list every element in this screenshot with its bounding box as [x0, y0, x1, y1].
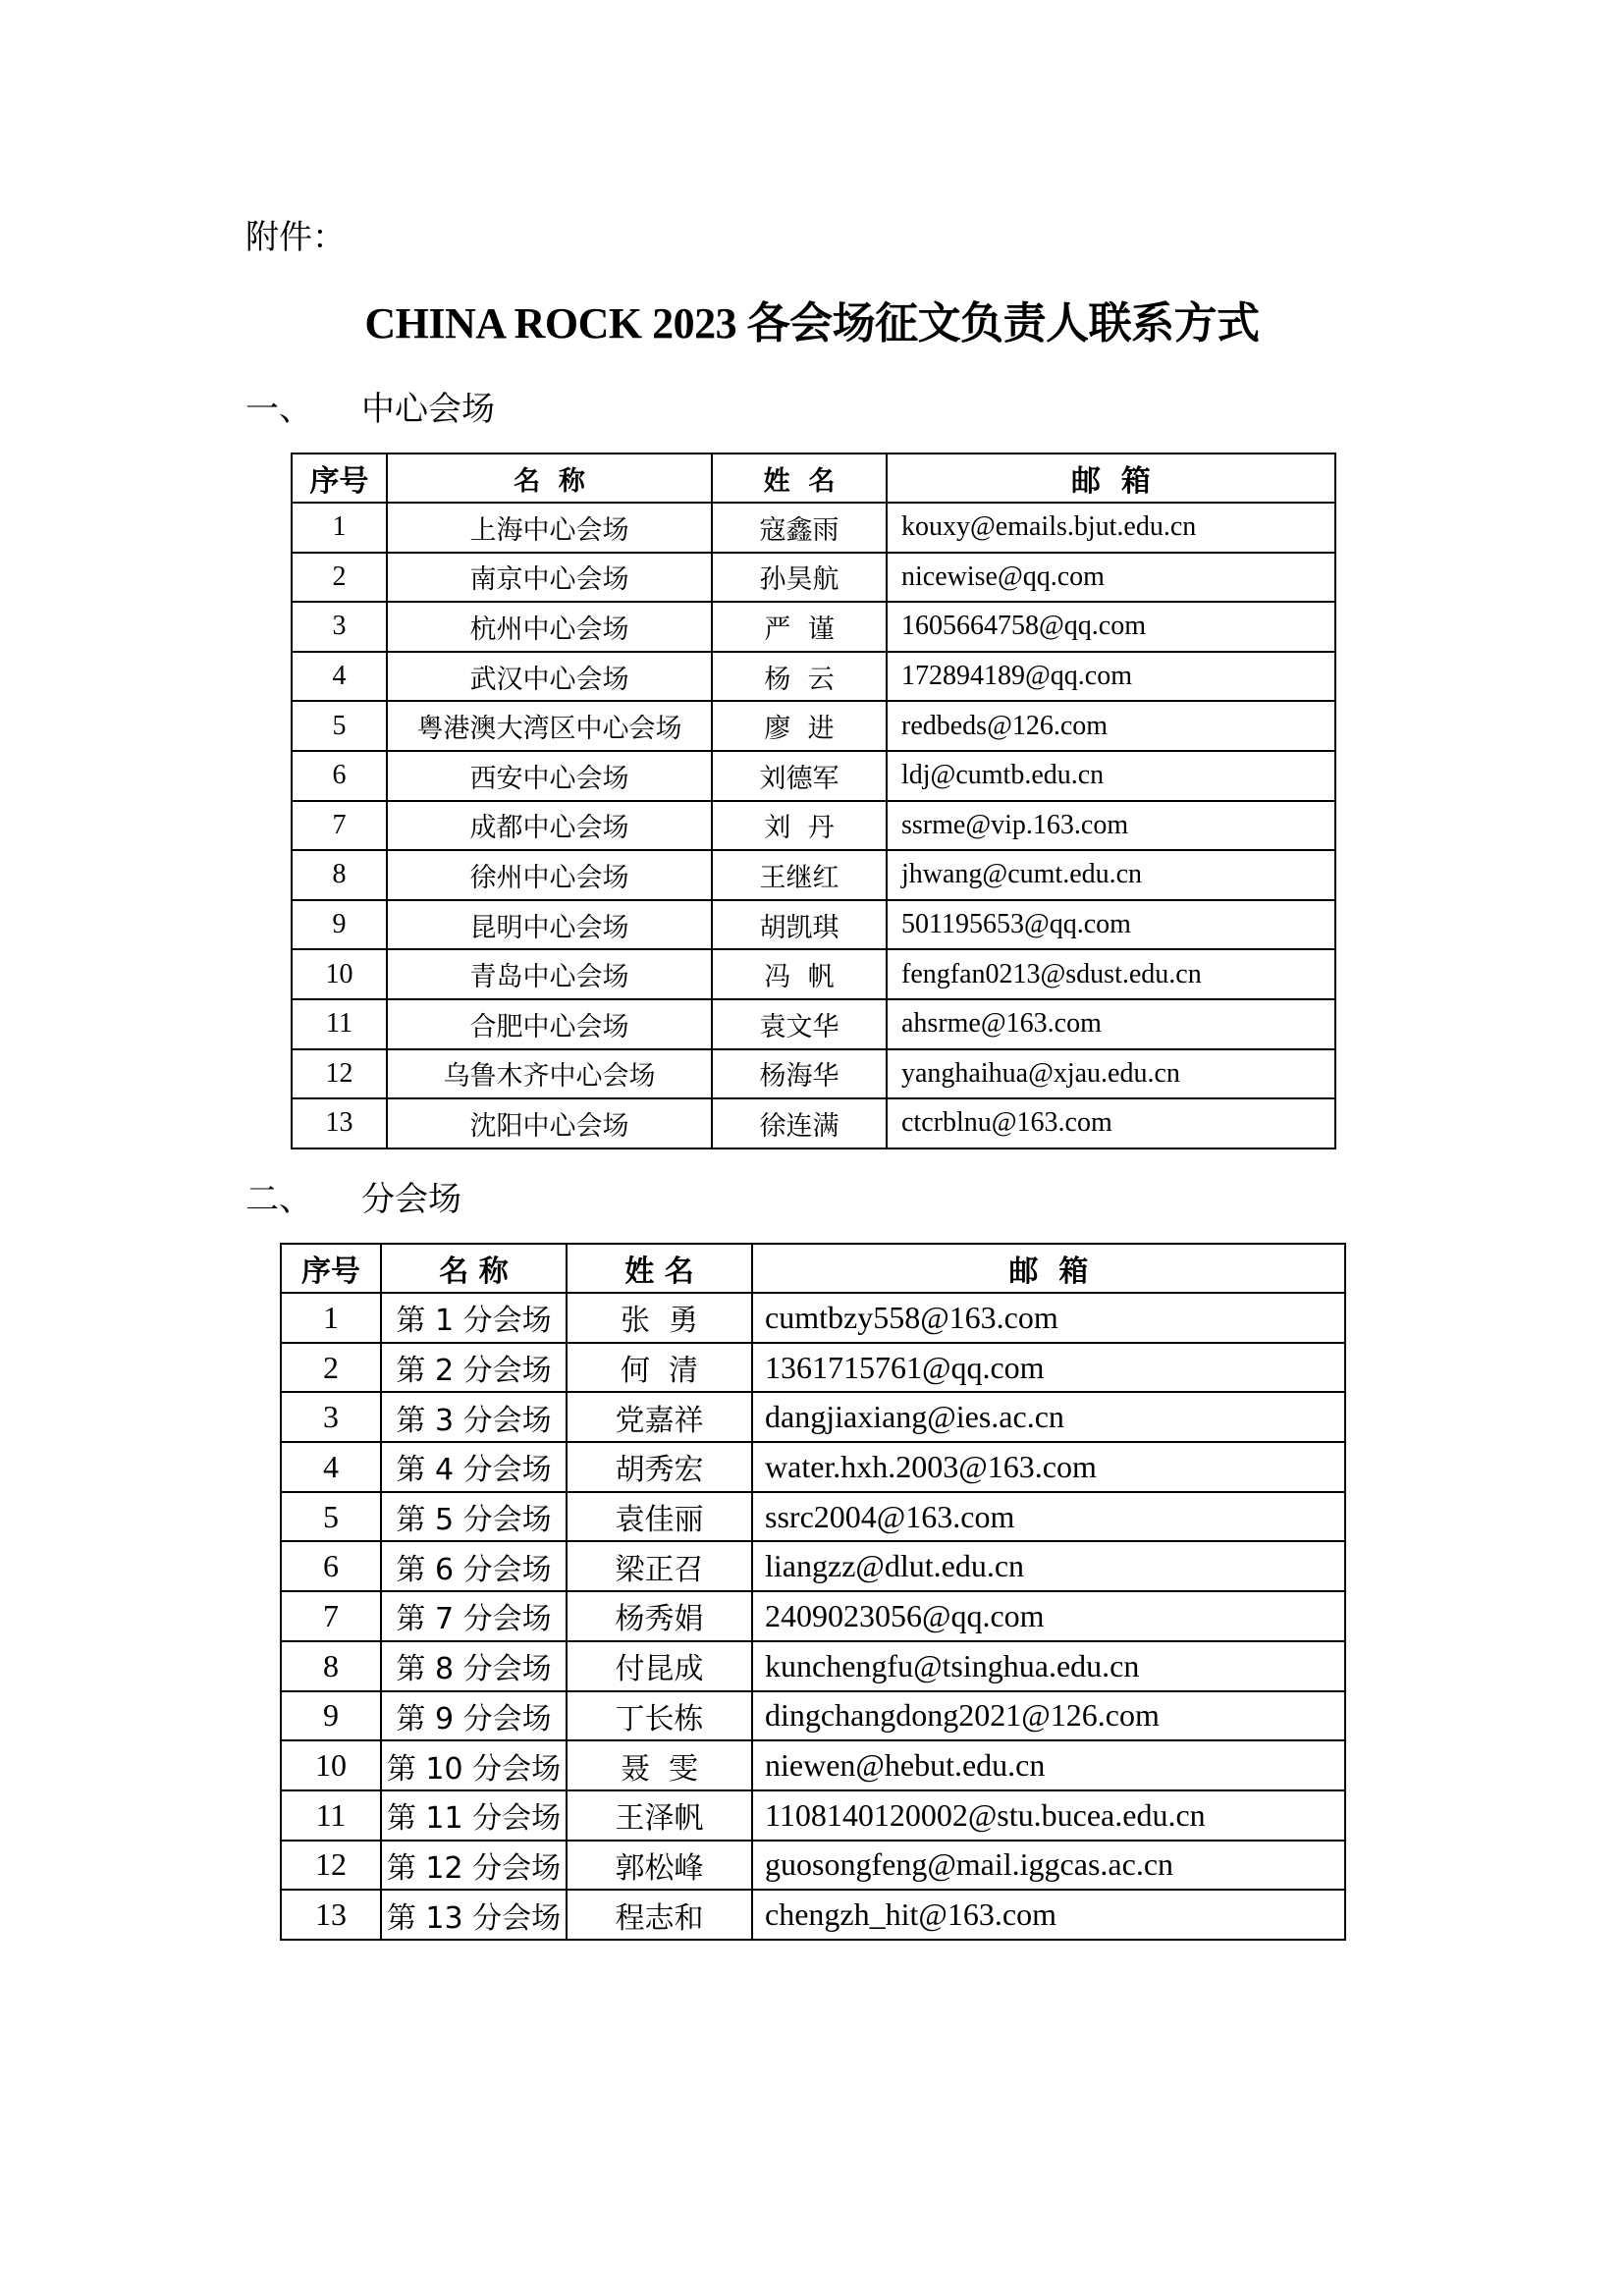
cell-contact-person-text: 胡秀宏 — [615, 1453, 704, 1488]
cell-email — [752, 1343, 1345, 1393]
table-row — [281, 1841, 1345, 1891]
table-row — [281, 1591, 1345, 1641]
cell-contact-person-text: 付昆成 — [615, 1652, 704, 1687]
cell-contact-person — [712, 801, 887, 851]
cell-venue-name — [381, 1541, 567, 1591]
table-row — [292, 850, 1335, 900]
email-link[interactable]: 1361715761@qq.com — [765, 1349, 1045, 1385]
cell-email — [752, 1293, 1345, 1343]
cell-email — [887, 701, 1335, 751]
cell-email — [887, 1049, 1335, 1099]
cell-venue-name — [387, 1098, 712, 1148]
email-link[interactable]: cumtbzy558@163.com — [765, 1299, 1058, 1335]
cell-venue-name — [381, 1740, 567, 1790]
table-row — [281, 1890, 1345, 1940]
column-header-person — [567, 1244, 752, 1293]
cell-contact-person-text: 梁正召 — [615, 1552, 704, 1587]
cell-email — [752, 1890, 1345, 1940]
cell-number — [281, 1442, 381, 1492]
cell-email — [887, 900, 1335, 950]
cell-venue-name-text: 第 9 分会场 — [396, 1701, 552, 1736]
email-link[interactable]: jhwang@cumt.edu.cn — [901, 859, 1143, 890]
cell-contact-person — [712, 999, 887, 1049]
cell-contact-person — [712, 602, 887, 652]
cell-contact-person — [567, 1790, 752, 1841]
cell-number — [281, 1841, 381, 1891]
cell-email — [752, 1591, 1345, 1641]
cell-venue-name — [387, 652, 712, 702]
cell-venue-name — [381, 1591, 567, 1641]
central-venues-table — [291, 453, 1336, 1149]
cell-number — [281, 1641, 381, 1691]
cell-contact-person — [567, 1641, 752, 1691]
attachment-label: 附件： — [245, 218, 346, 257]
table-row — [281, 1691, 1345, 1741]
cell-number — [281, 1392, 381, 1442]
email-link[interactable]: liangzz@dlut.edu.cn — [765, 1548, 1025, 1584]
cell-contact-person-text: 冯 帆 — [764, 962, 835, 993]
cell-email — [887, 999, 1335, 1049]
column-header-email — [887, 454, 1335, 503]
cell-contact-person — [712, 751, 887, 801]
cell-venue-name — [387, 602, 712, 652]
cell-contact-person-text: 胡凯琪 — [759, 912, 839, 943]
email-link[interactable]: ctcrblnu@163.com — [901, 1107, 1112, 1139]
email-link[interactable]: chengzh_hit@163.com — [765, 1896, 1056, 1933]
cell-contact-person-text: 杨秀娟 — [615, 1602, 704, 1637]
cell-contact-person — [567, 1293, 752, 1343]
document-title: CHINA ROCK 2023 各会场征文负责人联系方式 — [364, 299, 1260, 347]
cell-email — [752, 1841, 1345, 1891]
cell-number — [281, 1591, 381, 1641]
email-link[interactable]: fengfan0213@sdust.edu.cn — [901, 958, 1202, 989]
cell-contact-person — [567, 1442, 752, 1492]
cell-number-text: 2 — [323, 1349, 339, 1385]
cell-number — [281, 1790, 381, 1841]
cell-venue-name — [387, 949, 712, 999]
table-row — [292, 900, 1335, 950]
cell-venue-name — [381, 1343, 567, 1393]
cell-contact-person-text: 郭松峰 — [615, 1850, 704, 1886]
column-header-name — [381, 1244, 567, 1293]
cell-contact-person — [712, 1049, 887, 1099]
section-title: 中心会场 — [361, 390, 495, 429]
table-row — [292, 949, 1335, 999]
cell-number — [292, 900, 387, 950]
column-header-number: 序号 — [292, 454, 387, 503]
cell-venue-name-text: 第 8 分会场 — [396, 1652, 552, 1687]
cell-venue-name — [381, 1691, 567, 1741]
email-link[interactable]: nicewise@qq.com — [901, 561, 1105, 592]
section-number: 二、 — [245, 1180, 312, 1219]
table-row — [281, 1293, 1345, 1343]
cell-contact-person-text: 孙昊航 — [759, 564, 839, 596]
cell-number — [281, 1691, 381, 1741]
cell-venue-name-text: 第 3 分会场 — [396, 1403, 552, 1438]
table-row — [292, 1049, 1335, 1099]
table-row — [292, 1098, 1335, 1148]
cell-email — [752, 1541, 1345, 1591]
cell-venue-name-text: 第 4 分会场 — [396, 1453, 552, 1488]
table-row — [281, 1641, 1345, 1691]
column-header-name-text: 名 称 — [439, 1255, 509, 1289]
cell-number-text: 3 — [323, 1399, 339, 1435]
cell-contact-person-text: 刘德军 — [759, 763, 839, 794]
cell-venue-name — [387, 801, 712, 851]
email-link[interactable]: yanghaihua@xjau.edu.cn — [901, 1057, 1180, 1089]
cell-venue-name — [387, 900, 712, 950]
cell-number-text: 7 — [323, 1597, 339, 1633]
cell-venue-name-text: 昆明中心会场 — [469, 912, 629, 943]
cell-venue-name — [387, 1049, 712, 1099]
cell-number — [281, 1541, 381, 1591]
cell-venue-name-text: 沈阳中心会场 — [469, 1110, 629, 1142]
email-link[interactable]: niewen@hebut.edu.cn — [765, 1747, 1046, 1784]
cell-venue-name-text: 第 7 分会场 — [396, 1602, 552, 1637]
cell-number-text: 6 — [332, 760, 347, 791]
table-body — [281, 1293, 1345, 1940]
email-link[interactable]: kouxy@emails.bjut.edu.cn — [901, 511, 1197, 543]
cell-email — [752, 1691, 1345, 1741]
table-row — [292, 999, 1335, 1049]
cell-email — [752, 1790, 1345, 1841]
cell-contact-person — [567, 1890, 752, 1940]
cell-number-text: 11 — [315, 1796, 347, 1833]
cell-contact-person-text: 党嘉祥 — [615, 1403, 704, 1438]
cell-venue-name — [387, 751, 712, 801]
cell-venue-name-text: 第 2 分会场 — [396, 1354, 552, 1389]
cell-email — [887, 850, 1335, 900]
table-row — [292, 701, 1335, 751]
cell-number — [292, 652, 387, 702]
cell-venue-name-text: 乌鲁木齐中心会场 — [443, 1061, 656, 1093]
cell-venue-name — [381, 1841, 567, 1891]
cell-venue-name-text: 第 12 分会场 — [386, 1850, 562, 1886]
cell-contact-person-text: 程志和 — [615, 1900, 704, 1936]
cell-number-text: 12 — [325, 1057, 353, 1089]
cell-venue-name-text: 徐州中心会场 — [469, 862, 629, 893]
cell-number — [292, 701, 387, 751]
cell-email — [887, 503, 1335, 553]
cell-contact-person — [567, 1691, 752, 1741]
cell-number — [281, 1890, 381, 1940]
cell-contact-person-text: 何 清 — [620, 1354, 699, 1389]
table-row — [292, 652, 1335, 702]
cell-contact-person-text: 张 勇 — [620, 1304, 699, 1339]
cell-venue-name-text: 西安中心会场 — [469, 763, 629, 794]
table-row — [292, 801, 1335, 851]
cell-venue-name-text: 第 5 分会场 — [396, 1503, 552, 1538]
cell-number-text: 5 — [323, 1498, 339, 1534]
cell-contact-person-text: 寇鑫雨 — [759, 514, 839, 546]
cell-contact-person-text: 袁文华 — [759, 1011, 839, 1042]
cell-venue-name-text: 成都中心会场 — [469, 813, 629, 844]
cell-email — [752, 1740, 1345, 1790]
cell-venue-name — [381, 1890, 567, 1940]
cell-number-text: 10 — [325, 958, 353, 989]
cell-contact-person-text: 徐连满 — [759, 1110, 839, 1142]
email-link[interactable]: 1605664758@qq.com — [901, 611, 1146, 642]
email-link[interactable]: dingchangdong2021@126.com — [765, 1697, 1160, 1734]
cell-number-text: 4 — [323, 1448, 339, 1484]
cell-number-text: 1 — [332, 511, 347, 543]
cell-contact-person-text: 王继红 — [759, 862, 839, 893]
sub-venues-table — [280, 1243, 1346, 1941]
cell-venue-name — [381, 1641, 567, 1691]
cell-venue-name — [387, 503, 712, 553]
cell-venue-name — [381, 1492, 567, 1542]
email-link[interactable]: 172894189@qq.com — [901, 661, 1132, 692]
cell-contact-person — [712, 949, 887, 999]
cell-number — [292, 751, 387, 801]
cell-number-text: 8 — [323, 1647, 339, 1683]
cell-number-text: 9 — [332, 909, 347, 940]
cell-contact-person-text: 杨 云 — [764, 664, 835, 695]
cell-venue-name-text: 上海中心会场 — [469, 514, 629, 546]
cell-contact-person — [712, 652, 887, 702]
email-link[interactable]: 1108140120002@stu.bucea.edu.cn — [765, 1796, 1206, 1833]
cell-venue-name — [387, 701, 712, 751]
cell-number-text: 12 — [315, 1846, 347, 1883]
cell-contact-person — [712, 503, 887, 553]
cell-contact-person — [567, 1392, 752, 1442]
cell-number-text: 1 — [323, 1299, 339, 1335]
cell-venue-name-text: 粤港澳大湾区中心会场 — [416, 714, 682, 745]
cell-number — [281, 1740, 381, 1790]
table-header-row — [281, 1244, 1345, 1293]
cell-email — [887, 801, 1335, 851]
table-row — [281, 1442, 1345, 1492]
column-header-name — [387, 454, 712, 503]
cell-venue-name-text: 第 10 分会场 — [386, 1751, 562, 1787]
email-link[interactable]: kunchengfu@tsinghua.edu.cn — [765, 1647, 1140, 1683]
cell-contact-person-text: 严 谨 — [764, 614, 835, 645]
table-row — [292, 602, 1335, 652]
cell-email — [752, 1442, 1345, 1492]
cell-contact-person — [712, 900, 887, 950]
cell-number — [292, 999, 387, 1049]
table-row — [281, 1392, 1345, 1442]
cell-number — [281, 1343, 381, 1393]
table-row — [281, 1492, 1345, 1542]
cell-number-text: 10 — [315, 1747, 347, 1784]
email-link[interactable]: ahsrme@163.com — [901, 1008, 1102, 1040]
cell-contact-person — [712, 850, 887, 900]
section-title: 分会场 — [361, 1180, 461, 1219]
cell-venue-name — [381, 1293, 567, 1343]
cell-number — [292, 602, 387, 652]
email-link[interactable]: redbeds@126.com — [901, 710, 1109, 741]
cell-contact-person — [712, 553, 887, 603]
cell-contact-person-text: 杨海华 — [759, 1061, 839, 1093]
section-number: 一、 — [245, 390, 312, 429]
cell-number — [292, 503, 387, 553]
cell-number — [292, 1049, 387, 1099]
cell-venue-name — [387, 850, 712, 900]
email-link[interactable]: 501195653@qq.com — [901, 909, 1131, 940]
email-link[interactable]: ssrc2004@163.com — [765, 1498, 1015, 1534]
table-row — [281, 1790, 1345, 1841]
cell-email — [887, 949, 1335, 999]
cell-venue-name-text: 第 11 分会场 — [386, 1801, 562, 1837]
cell-number — [292, 801, 387, 851]
cell-number-text: 2 — [332, 561, 347, 592]
email-link[interactable]: guosongfeng@mail.iggcas.ac.cn — [765, 1846, 1174, 1883]
column-header-person — [712, 454, 887, 503]
cell-venue-name-text: 杭州中心会场 — [469, 614, 629, 645]
section-heading-central-venues — [245, 386, 495, 433]
cell-venue-name-text: 武汉中心会场 — [469, 664, 629, 695]
table-row — [281, 1343, 1345, 1393]
cell-email — [752, 1392, 1345, 1442]
cell-number — [281, 1492, 381, 1542]
cell-venue-name — [381, 1442, 567, 1492]
table-header-row — [292, 454, 1335, 503]
table-row — [292, 751, 1335, 801]
cell-number-text: 13 — [315, 1896, 347, 1933]
email-link[interactable]: 2409023056@qq.com — [765, 1597, 1045, 1633]
table-body — [292, 503, 1335, 1148]
email-link[interactable]: ssrme@vip.163.com — [901, 809, 1129, 840]
column-header-email-text: 邮 箱 — [1008, 1255, 1089, 1289]
cell-venue-name-text: 合肥中心会场 — [469, 1011, 629, 1042]
column-header-person-text: 姓 名 — [763, 465, 836, 497]
cell-number — [281, 1293, 381, 1343]
table-row — [292, 503, 1335, 553]
cell-contact-person — [712, 1098, 887, 1148]
cell-email — [887, 652, 1335, 702]
cell-venue-name — [381, 1392, 567, 1442]
cell-contact-person-text: 丁长栋 — [615, 1701, 704, 1736]
cell-number-text: 3 — [332, 611, 347, 642]
cell-contact-person — [567, 1492, 752, 1542]
cell-number-text: 5 — [332, 710, 347, 741]
cell-email — [752, 1492, 1345, 1542]
cell-number-text: 7 — [332, 809, 347, 840]
section-heading-sub-venues — [245, 1176, 461, 1223]
cell-venue-name-text: 第 6 分会场 — [396, 1552, 552, 1587]
table-row — [281, 1541, 1345, 1591]
cell-venue-name-text: 第 1 分会场 — [396, 1304, 552, 1339]
cell-contact-person — [567, 1841, 752, 1891]
cell-email — [752, 1641, 1345, 1691]
table-row — [292, 553, 1335, 603]
cell-number-text: 6 — [323, 1548, 339, 1584]
cell-venue-name — [387, 553, 712, 603]
table-row — [281, 1740, 1345, 1790]
column-header-email — [752, 1244, 1345, 1293]
cell-venue-name — [381, 1790, 567, 1841]
cell-venue-name-text: 第 13 分会场 — [386, 1900, 562, 1936]
column-header-number: 序号 — [281, 1244, 381, 1293]
column-header-person-text: 姓 名 — [624, 1255, 694, 1289]
cell-number-text: 13 — [325, 1107, 353, 1139]
cell-email — [887, 1098, 1335, 1148]
column-header-email-text: 邮 箱 — [1071, 464, 1151, 499]
cell-number — [292, 1098, 387, 1148]
email-link[interactable]: dangjiaxiang@ies.ac.cn — [765, 1399, 1064, 1435]
cell-venue-name-text: 青岛中心会场 — [469, 962, 629, 993]
cell-contact-person-text: 聂 雯 — [620, 1751, 699, 1787]
cell-venue-name — [387, 999, 712, 1049]
cell-number-text: 11 — [326, 1008, 352, 1040]
cell-venue-name-text: 南京中心会场 — [469, 564, 629, 596]
cell-contact-person-text: 王泽帆 — [615, 1801, 704, 1837]
cell-contact-person-text: 刘 丹 — [764, 813, 835, 844]
column-header-name-text: 名 称 — [514, 465, 585, 497]
email-link[interactable]: ldj@cumtb.edu.cn — [901, 760, 1105, 791]
cell-number — [292, 553, 387, 603]
cell-contact-person — [567, 1343, 752, 1393]
cell-contact-person-text: 廖 进 — [764, 714, 835, 745]
cell-email — [887, 602, 1335, 652]
cell-number-text: 4 — [332, 661, 347, 692]
cell-number — [292, 850, 387, 900]
cell-number-text: 8 — [332, 859, 347, 890]
cell-contact-person — [567, 1740, 752, 1790]
cell-number — [292, 949, 387, 999]
cell-email — [887, 553, 1335, 603]
cell-contact-person — [567, 1591, 752, 1641]
cell-email — [887, 751, 1335, 801]
email-link[interactable]: water.hxh.2003@163.com — [765, 1448, 1097, 1484]
cell-contact-person — [567, 1541, 752, 1591]
cell-number-text: 9 — [323, 1697, 339, 1734]
cell-contact-person — [712, 701, 887, 751]
cell-contact-person-text: 袁佳丽 — [615, 1503, 704, 1538]
